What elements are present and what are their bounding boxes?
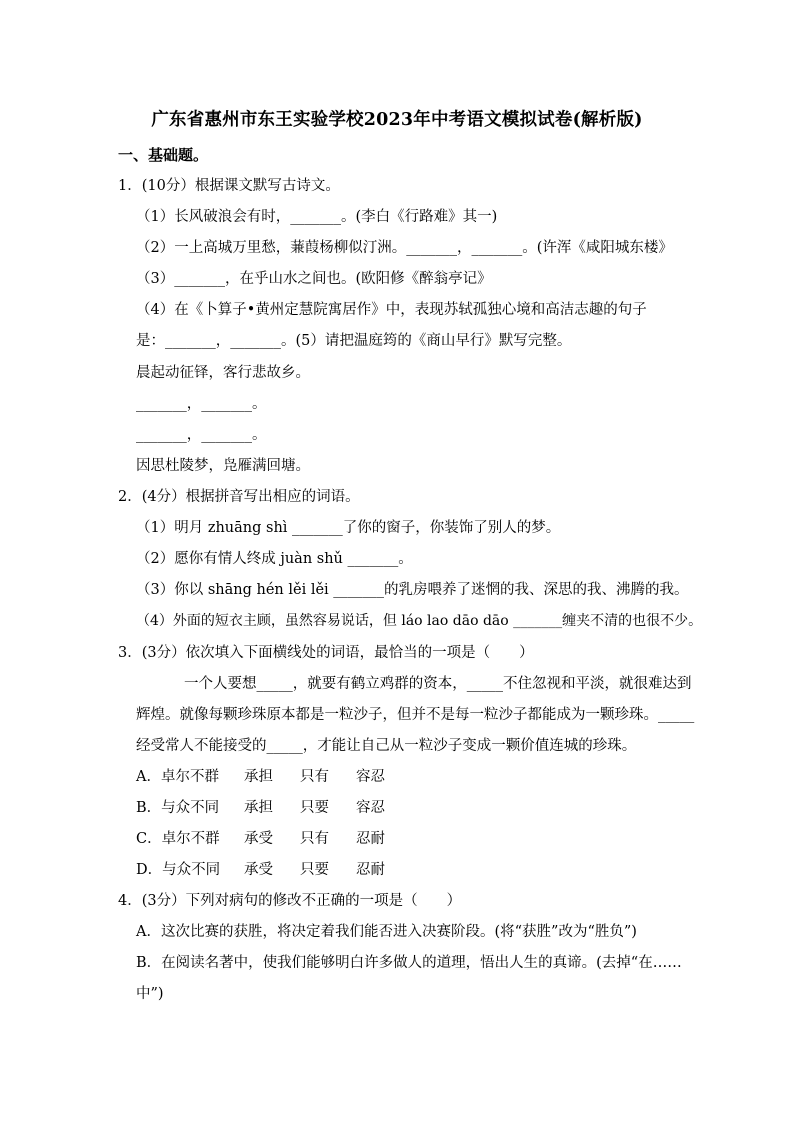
- option-word: 忍耐: [356, 862, 385, 878]
- option-word: 承担: [244, 769, 273, 785]
- section-heading: 一、基础题。: [118, 146, 209, 164]
- question-3-passage-line-3: 经受常人不能接受的_____，才能让自己从一粒沙子变成一颗价值连城的珍珠。: [136, 738, 637, 754]
- question-2-stem: 2．(4分）根据拼音写出相应的词语。: [118, 489, 360, 505]
- question-1-item-3: （3）_______，在乎山水之间也。(欧阳修《醉翁亭记》: [136, 271, 492, 287]
- question-4-option-b-line-2: 中”): [136, 986, 164, 1002]
- question-3-passage-line-2: 辉煌。就像每颗珍珠原本都是一粒沙子，但并不是每一粒沙子都能成为一颗珍珠。_____: [136, 707, 695, 723]
- question-1-item-4-line-2: 是：_______，_______。(5）请把温庭筠的《商山早行》默写完整。: [136, 333, 572, 349]
- question-2-item-2: （2）愿你有情人终成 juàn shǔ _______。: [136, 551, 413, 567]
- question-3-passage-line-1: 一个人要想_____，就要有鹤立鸡群的资本，_____不住忽视和平淡，就很难达到: [184, 676, 692, 692]
- option-word: 容忍: [356, 769, 385, 785]
- option-label: A．卓尔不群: [136, 769, 219, 785]
- question-2-item-1: （1）明月 zhuāng shì _______了你的窗子，你装饰了别人的梦。: [136, 520, 561, 536]
- question-2-item-3: （3）你以 shāng hén lěi lěi _______的乳房喂养了迷惘的我、深思的我、沸腾的我。: [136, 582, 689, 598]
- option-label: C．卓尔不群: [136, 831, 220, 847]
- document-title: 广东省惠州市东王实验学校2023年中考语文模拟试卷(解析版): [151, 110, 643, 130]
- question-1-item-2: （2）一上高城万里愁，蒹葭杨柳似汀洲。_______，_______。(许浑《咸阳城东楼》: [136, 240, 673, 256]
- option-word: 忍耐: [356, 831, 385, 847]
- question-1-stem: 1．(10分）根据课文默写古诗文。: [118, 178, 340, 194]
- question-3-option-a: [136, 767, 385, 787]
- poem-line-1: 晨起动征铎，客行悲故乡。: [136, 365, 310, 381]
- question-3-stem: 3．(3分）依次填入下面横线处的词语，最恰当的一项是（ ）: [118, 645, 534, 661]
- option-word: 容忍: [356, 800, 385, 816]
- option-label: D．与众不同: [136, 862, 221, 878]
- question-3-option-d: [136, 860, 385, 880]
- poem-blank-line-1: _______，_______。: [136, 396, 267, 412]
- poem-line-4: 因思杜陵梦，凫雁满回塘。: [136, 458, 310, 474]
- option-word: 承担: [244, 800, 273, 816]
- question-4-option-a: A．这次比赛的获胜，将决定着我们能否进入决赛阶段。(将“获胜”改为“胜负”): [136, 924, 637, 940]
- question-3-option-c: [136, 829, 385, 849]
- option-word: 承受: [244, 862, 273, 878]
- question-4-option-b-line-1: B．在阅读名著中，使我们能够明白许多做人的道理，悟出人生的真谛。(去掉“在……: [136, 955, 682, 971]
- option-word: 只要: [300, 800, 329, 816]
- question-4-stem: 4．(3分）下列对病句的修改不正确的一项是（ ）: [118, 893, 462, 909]
- option-word: 只有: [300, 769, 329, 785]
- question-2-item-4: （4）外面的短衣主顾，虽然容易说话，但 láo lao dāo dāo _______缠夹不清的也很不少。: [136, 613, 703, 629]
- option-word: 只有: [300, 831, 329, 847]
- option-word: 承受: [244, 831, 273, 847]
- option-word: 只要: [300, 862, 329, 878]
- question-1-item-1: （1）长风破浪会有时，_______。(李白《行路难》其一): [136, 209, 498, 225]
- question-3-option-b: [136, 798, 385, 818]
- poem-blank-line-2: _______，_______。: [136, 427, 267, 443]
- option-label: B．与众不同: [136, 800, 220, 816]
- question-1-item-4-line-1: （4）在《卜算子•黄州定慧院寓居作》中，表现苏轼孤独心境和高洁志趣的句子: [136, 302, 647, 318]
